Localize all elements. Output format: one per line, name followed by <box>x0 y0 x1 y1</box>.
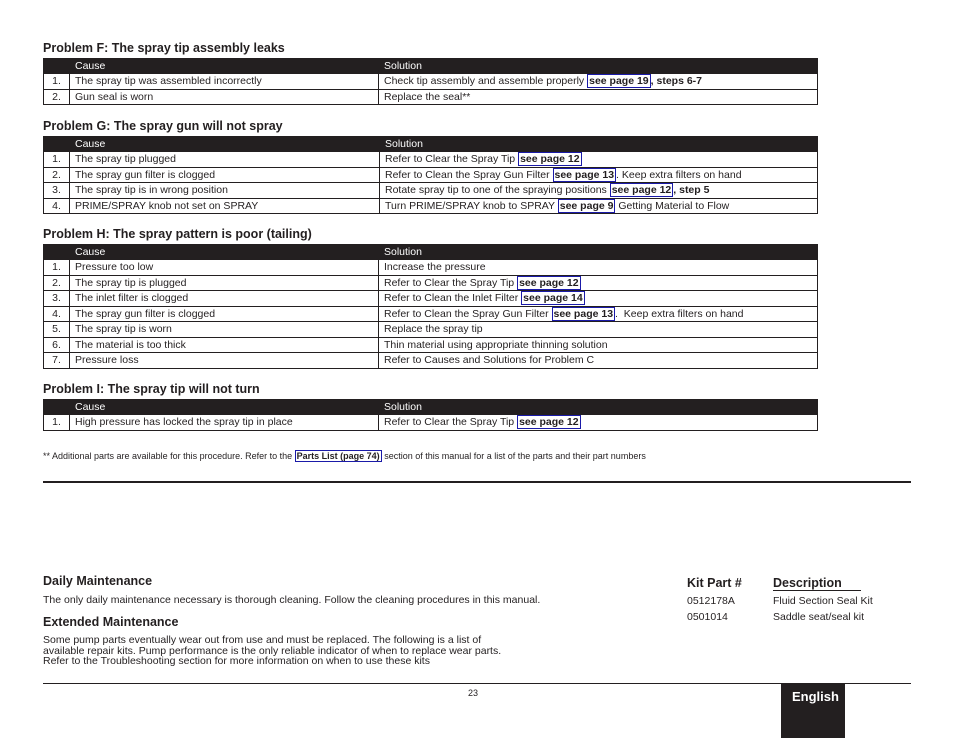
kit-description-header: Description <box>773 576 861 591</box>
row-number: 6. <box>44 337 70 353</box>
page-reference-link[interactable]: see page 14 <box>523 292 583 305</box>
row-number: 1. <box>44 415 70 431</box>
page-reference-link[interactable]: see page 13 <box>554 168 615 181</box>
problem-i-title: Problem I: The spray tip will not turn <box>43 382 260 396</box>
solution-text: Refer to Clean the Spray Gun Filter <box>384 307 552 320</box>
row-number: 2. <box>44 275 70 291</box>
table-row <box>44 183 818 199</box>
solution-cell <box>379 306 818 322</box>
table-row <box>44 89 818 105</box>
row-number: 7. <box>44 353 70 369</box>
extended-maintenance-line-1: Some pump parts eventually wear out from use and must be replaced. The following is a list of <box>43 634 482 646</box>
solution-text-suffix: . Keep extra filters on hand <box>615 307 744 320</box>
header-cause: Cause <box>70 245 379 260</box>
cause-cell: Gun seal is worn <box>70 89 379 105</box>
solution-text: Replace the seal** <box>384 90 471 103</box>
solution-cell <box>379 260 818 276</box>
solution-text-suffix: , steps 6-7 <box>650 75 703 88</box>
solution-cell <box>379 353 818 369</box>
table-header-row <box>44 59 818 74</box>
cause-cell: The spray gun filter is clogged <box>70 306 379 322</box>
solution-cell <box>380 167 818 183</box>
cause-cell: The inlet filter is clogged <box>70 291 379 307</box>
header-num <box>44 137 70 152</box>
extended-maintenance-line-2: available repair kits. Pump performance is the only reliable indicator of when to replace wear parts. <box>43 644 502 657</box>
table-row <box>44 306 818 322</box>
kit-part-number: 0501014 <box>687 611 728 623</box>
page-reference-link[interactable]: see page 12 <box>611 184 672 197</box>
solution-text: Increase the pressure <box>384 261 486 274</box>
extended-maintenance-line-3: Refer to the Troubleshooting section for more information on when to use these kits <box>43 655 430 667</box>
table-header-row <box>44 137 818 152</box>
solution-cell <box>379 415 818 431</box>
solution-text: Check tip assembly and assemble properly <box>384 75 588 88</box>
table-row <box>44 322 818 338</box>
kit-part-number: 0512178A <box>687 595 735 607</box>
solution-text: Thin material using appropriate thinning solution <box>384 338 608 351</box>
problem-f-table <box>43 58 818 105</box>
solution-text-suffix: Getting Material to Flow <box>615 199 730 212</box>
table-row <box>44 260 818 276</box>
language-label: English <box>792 689 839 704</box>
solution-text: Refer to Causes and Solutions for Problem C <box>384 354 595 367</box>
footnote-text-post: section of this manual for a list of the parts and their part numbers <box>381 451 646 461</box>
cause-cell: PRIME/SPRAY knob not set on SPRAY <box>70 198 380 214</box>
header-num <box>44 245 70 260</box>
solution-text: Refer to Clean the Spray Gun Filter <box>385 168 553 181</box>
parts-list-page: (page 74) <box>337 451 380 461</box>
problem-g-table <box>43 136 818 214</box>
problem-f-title: Problem F: The spray tip assembly leaks <box>43 41 285 55</box>
header-num <box>44 59 70 74</box>
cause-cell: The spray tip was assembled incorrectly <box>70 74 379 90</box>
cause-cell: The spray tip is worn <box>70 322 379 338</box>
solution-cell <box>380 198 818 214</box>
table-row <box>44 167 818 183</box>
solution-cell <box>379 291 818 307</box>
solution-text: Turn PRIME/SPRAY knob to SPRAY <box>385 199 558 212</box>
cause-cell: Pressure too low <box>70 260 379 276</box>
solution-text-suffix: . Keep extra filters on hand <box>616 168 742 181</box>
header-cause: Cause <box>70 137 380 152</box>
table-row <box>44 291 818 307</box>
table-row <box>44 198 818 214</box>
cause-cell: The spray tip plugged <box>70 152 380 168</box>
table-row <box>44 353 818 369</box>
row-number: 2. <box>44 89 70 105</box>
solution-cell <box>379 275 818 291</box>
parts-list-link-label: Parts List <box>296 451 338 461</box>
footnote <box>43 451 646 461</box>
page-number: 23 <box>468 688 479 698</box>
solution-cell <box>380 183 818 199</box>
solution-cell <box>380 152 818 168</box>
section-divider <box>43 481 911 483</box>
solution-cell <box>379 337 818 353</box>
header-solution: Solution <box>379 59 818 74</box>
header-solution: Solution <box>379 245 818 260</box>
header-cause: Cause <box>70 400 379 415</box>
row-number: 4. <box>44 198 70 214</box>
problem-h-title: Problem H: The spray pattern is poor (tailing) <box>43 227 312 241</box>
solution-cell <box>379 89 818 105</box>
cause-cell: High pressure has locked the spray tip in place <box>70 415 379 431</box>
table-row <box>44 152 818 168</box>
table-header-row <box>44 245 818 260</box>
page-reference-link[interactable]: see page 9 <box>559 199 614 212</box>
page-reference-link[interactable]: see page 12 <box>519 276 579 289</box>
problem-g-title: Problem G: The spray gun will not spray <box>43 119 283 133</box>
table-header-row <box>44 400 818 415</box>
row-number: 4. <box>44 306 70 322</box>
daily-maintenance-title: Daily Maintenance <box>43 574 153 588</box>
row-number: 3. <box>44 183 70 199</box>
kit-description: Saddle seat/seal kit <box>773 611 865 623</box>
header-num <box>44 400 70 415</box>
kit-part-header: Kit Part # <box>687 576 742 590</box>
page-reference-link[interactable]: see page 12 <box>519 416 579 429</box>
page-reference-link[interactable]: see page 19 <box>589 75 649 88</box>
language-tab <box>781 684 845 738</box>
header-cause: Cause <box>70 59 379 74</box>
cause-cell: The spray tip is in wrong position <box>70 183 380 199</box>
table-row <box>44 275 818 291</box>
cause-cell: The spray tip is plugged <box>70 275 379 291</box>
solution-text-suffix: , step 5 <box>673 184 710 197</box>
header-solution: Solution <box>380 137 818 152</box>
solution-text: Rotate spray tip to one of the spraying positions <box>385 184 610 197</box>
table-row <box>44 74 818 90</box>
row-number: 3. <box>44 291 70 307</box>
row-number: 2. <box>44 167 70 183</box>
kit-description: Fluid Section Seal Kit <box>773 595 873 607</box>
header-solution: Solution <box>379 400 818 415</box>
extended-maintenance-title: Extended Maintenance <box>43 615 179 629</box>
solution-text: Replace the spray tip <box>384 323 483 336</box>
row-number: 1. <box>44 74 70 90</box>
table-row <box>44 415 818 431</box>
cause-cell: Pressure loss <box>70 353 379 369</box>
page-reference-link[interactable]: see page 13 <box>553 307 614 320</box>
table-row <box>44 337 818 353</box>
problem-h-table <box>43 244 818 369</box>
row-number: 1. <box>44 260 70 276</box>
solution-text: Refer to Clear the Spray Tip <box>385 153 519 166</box>
daily-maintenance-text: The only daily maintenance necessary is thorough cleaning. Follow the cleaning procedures in this manual. <box>43 594 541 606</box>
problem-i-table <box>43 399 818 431</box>
page-reference-link[interactable]: see page 12 <box>520 153 580 166</box>
solution-text: Refer to Clear the Spray Tip <box>384 416 518 429</box>
solution-text: Refer to Clear the Spray Tip <box>384 276 518 289</box>
footnote-text-pre: ** Additional parts are available for this procedure. Refer to the <box>43 451 295 461</box>
row-number: 1. <box>44 152 70 168</box>
cause-cell: The material is too thick <box>70 337 379 353</box>
cause-cell: The spray gun filter is clogged <box>70 167 380 183</box>
parts-list-link[interactable] <box>295 450 382 462</box>
solution-cell <box>379 322 818 338</box>
row-number: 5. <box>44 322 70 338</box>
solution-cell <box>379 74 818 90</box>
solution-text: Refer to Clean the Inlet Filter <box>384 292 522 305</box>
